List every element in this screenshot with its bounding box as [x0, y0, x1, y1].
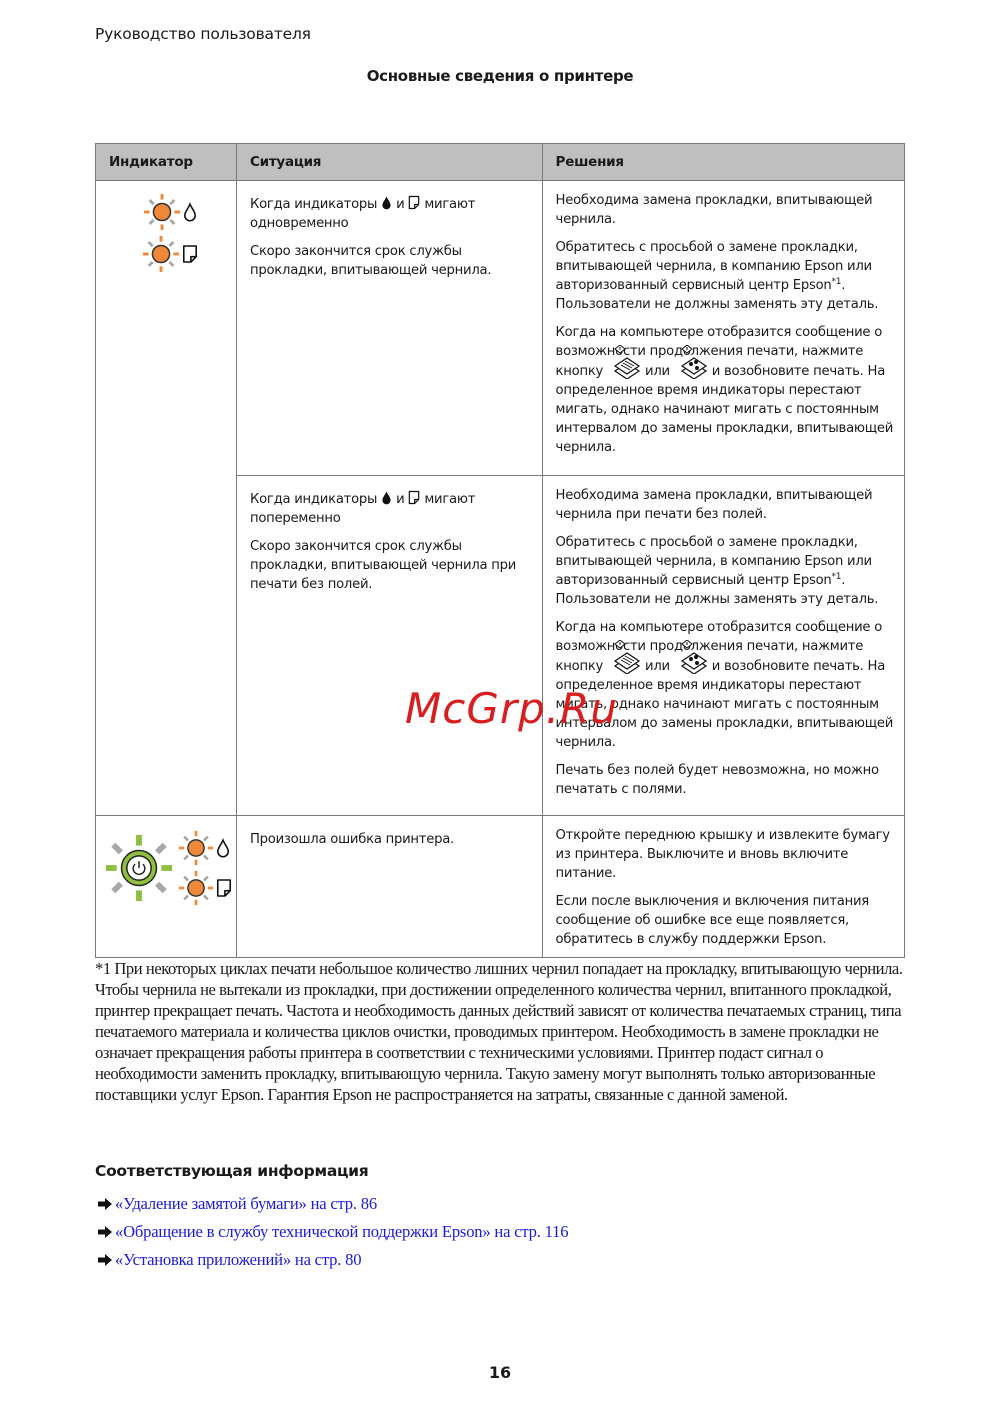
ink-led-blinking-orange-icon: [143, 193, 181, 231]
situation-cell: [236, 181, 542, 476]
indicator-cell: [96, 816, 237, 958]
indicator-cell: [96, 181, 237, 816]
situation-cell: [236, 816, 542, 958]
link-remove-jammed-paper[interactable]: «Удаление замятой бумаги» на стр. 86: [115, 1194, 377, 1213]
arrow-right-icon: [95, 1253, 115, 1267]
ink-drop-icon: [216, 838, 230, 858]
column-header-indicator: Индикатор: [96, 144, 237, 181]
paper-icon: [216, 878, 232, 898]
column-header-situation: Ситуация: [236, 144, 542, 181]
situation-cell: [236, 476, 542, 816]
ink-led-blinking-orange-icon: [178, 830, 214, 866]
column-header-solutions: Решения: [542, 144, 904, 181]
arrow-right-icon: [95, 1225, 115, 1239]
ink-drop-filled-icon: [381, 195, 392, 210]
table-row: [96, 181, 905, 476]
situation-description: Скоро закончится срок службы прокладки, впитывающей чернила при печати без полей.: [249, 539, 517, 592]
solutions-cell: Необходима замена прокладки, впитывающей чернила. Обратитесь с просьбой о замене прокладки, впитывающей чернила, в компанию Epson или авторизованный сервисный центр Epson$^{*1}$. Пользователи не должны заменять эту деталь. Когда на компьютере отобразится сообщение о возможности продолжения печати, нажмите кнопку или и возобновите печать. На определенное время индикаторы перестают мигать, однако начинают мигать с постоянным интервалом до замены прокладки, впитывающей чернила.: [542, 181, 904, 476]
solutions-cell: Необходима замена прокладки, впитывающей чернила при печати без полей. Обратитесь с просьбой о замене прокладки, впитывающей чернила, в компанию Epson или авторизованный сервисный центр Epson$^{*1}$. Пользователи не должны заменять эту деталь. Когда на компьютере отобразится сообщение о возможности продолжения печати, нажмите кнопку или и возобновите печать. На определенное время индикаторы перестают мигать, однако начинают мигать с постоянным интервалом до замены прокладки, впитывающей чернила. Печать без полей будет невозможна, но можно печатать с полями.: [542, 476, 904, 816]
color-copy-button-icon: [674, 345, 708, 379]
link-install-apps[interactable]: «Установка приложений» на стр. 80: [115, 1250, 362, 1269]
led-status-table: [95, 143, 905, 958]
ink-indicator: [143, 193, 197, 231]
footnote: *1 При некоторых циклах печати небольшое количество лишних чернил попадает на прокладку, впитывающую чернила. Чтобы чернила не вытекали из прокладки, при достижении определенного количества чернил, впитанного прокладкой, принтер прекращает печать. Частота и необходимость данных действий зависят от количества печатаемых страниц, типа печатаемого материала и количества циклов очистки, проводимых принтером. Необходимость в замене прокладки не означает прекращения работы принтера в соответствии с техническими условиями. Принтер подаст сигнал о необходимости заменить прокладку, впитывающую чернила. Такую замену могут выполнять только авторизованные поставщики услуг Epson. Гарантия Epson не распространяется на затраты, связанные с данной заменой.: [95, 959, 903, 1104]
solutions-cell: Откройте переднюю крышку и извлеките бумагу из принтера. Выключите и вновь включите питание. Если после выключения и включения питания сообщение об ошибке все еще появляется, обратитесь в службу поддержки Epson.: [542, 816, 904, 958]
bw-copy-button-icon: [607, 345, 641, 379]
situation-condition: Когда индикаторы и мигают попеременно: [249, 492, 476, 526]
situation-description: Произошла ошибка принтера.: [249, 832, 454, 847]
table-header-row: [96, 144, 905, 181]
paper-indicator: [142, 235, 198, 273]
watermark: McGrp.Ru: [405, 684, 618, 733]
related-links-list: [95, 1190, 568, 1274]
arrow-right-icon: [95, 1197, 115, 1211]
page-number: 16: [488, 1363, 512, 1382]
related-link-item: [95, 1246, 568, 1274]
related-info-heading: Соответствующая информация: [95, 1162, 369, 1180]
color-copy-button-icon: [674, 640, 708, 674]
ink-drop-icon: [183, 202, 197, 222]
paper-indicator: [178, 870, 232, 906]
paper-icon: [408, 490, 420, 505]
related-link-item: [95, 1190, 568, 1218]
related-link-item: [95, 1218, 568, 1246]
paper-led-blinking-orange-icon: [142, 235, 180, 273]
section-title: Основные сведения о принтере: [366, 67, 634, 85]
paper-led-blinking-orange-icon: [178, 870, 214, 906]
footnote-ref: *1: [831, 277, 842, 287]
ink-drop-filled-icon: [381, 490, 392, 505]
situation-description: Скоро закончится срок службы прокладки, впитывающей чернила.: [249, 244, 492, 278]
footnote-ref: *1: [831, 572, 842, 582]
table-row: [96, 816, 905, 958]
link-epson-support[interactable]: «Обращение в службу технической поддержки Epson» на стр. 116: [115, 1222, 569, 1241]
ink-indicator: [178, 830, 232, 866]
running-header: Руководство пользователя: [95, 25, 311, 43]
paper-icon: [182, 244, 198, 264]
situation-condition: Когда индикаторы и мигают одновременно: [249, 197, 476, 231]
paper-icon: [408, 195, 420, 210]
bw-copy-button-icon: [607, 640, 641, 674]
power-led-blinking-green-icon: [104, 833, 174, 903]
